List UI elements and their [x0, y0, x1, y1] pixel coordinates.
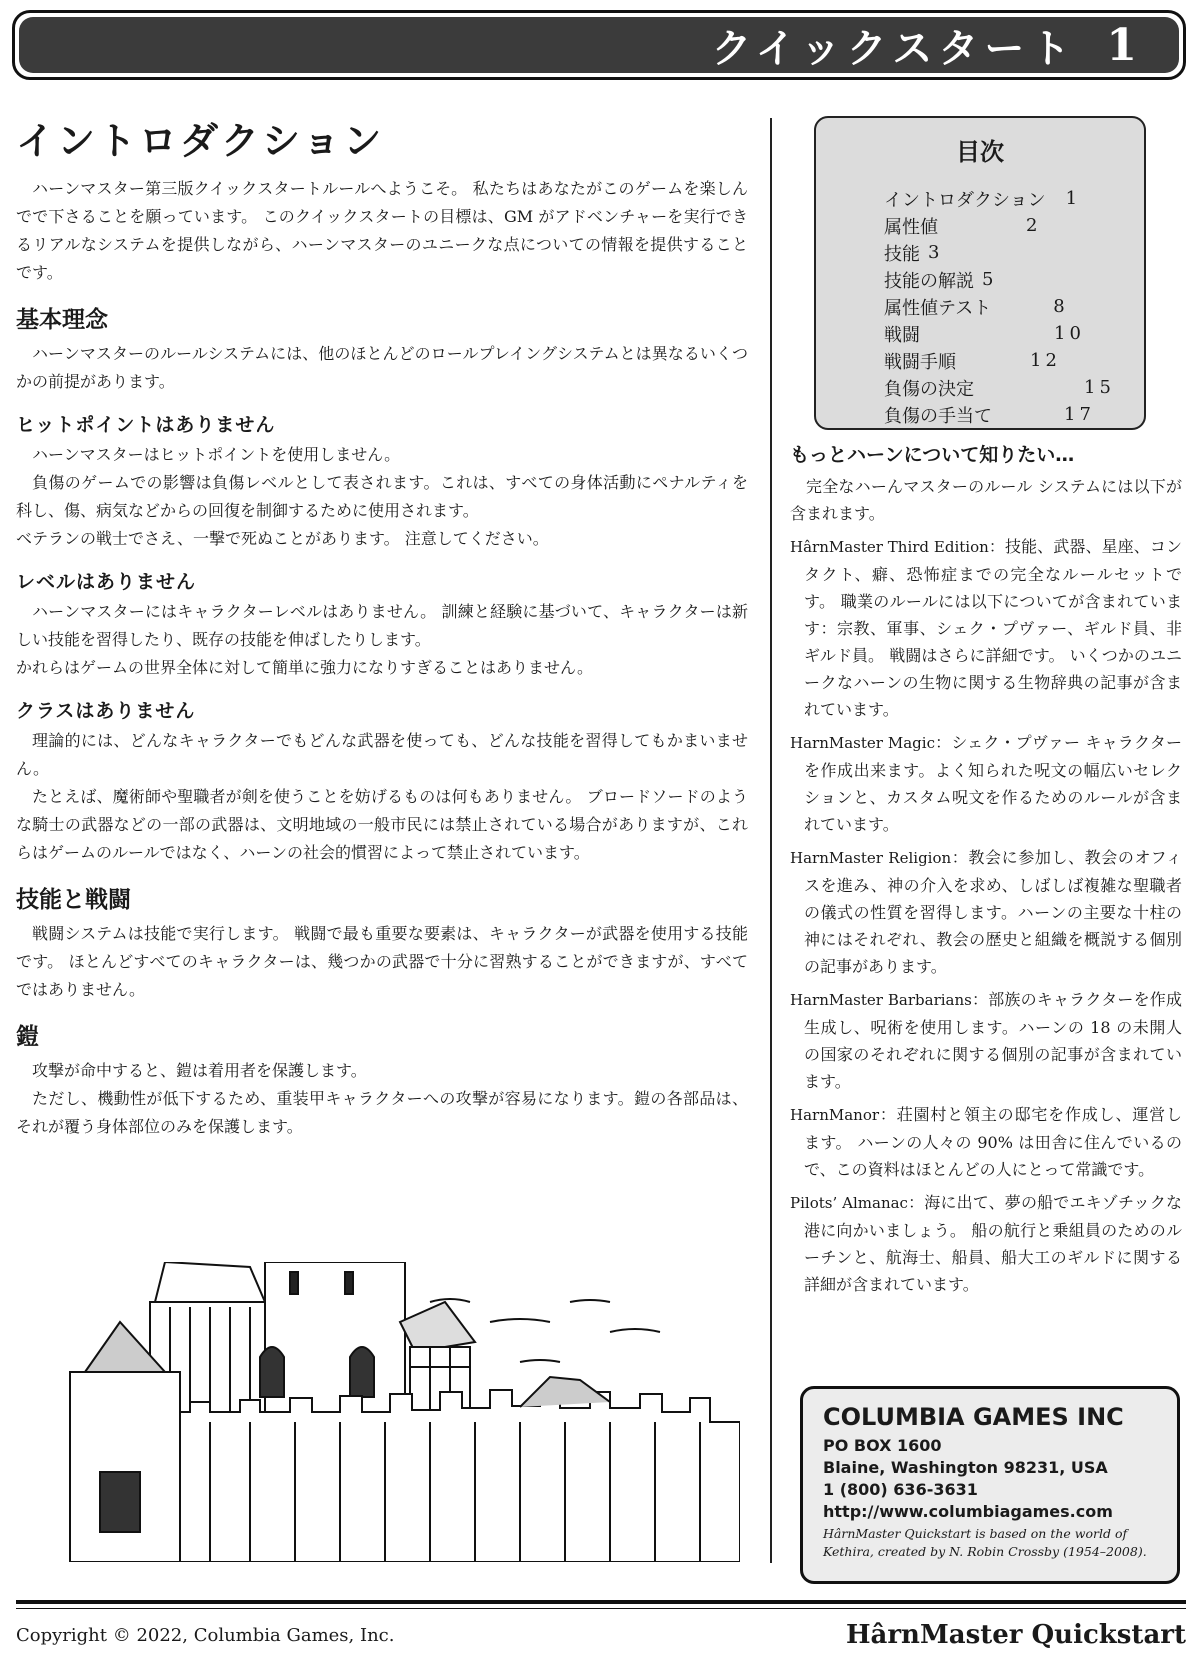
- toc-item-label: 戦闘手順: [884, 351, 956, 373]
- column-divider: [770, 118, 772, 1563]
- more-info-title: もっとハーンについて知りたい…: [790, 444, 1075, 466]
- product-name-label: HarnManor: [790, 1106, 880, 1124]
- toc-item-label: 技能: [884, 243, 920, 265]
- toc-item-page: 5: [982, 269, 998, 290]
- product-name-label: HarnMaster Barbarians: [790, 991, 972, 1009]
- toc-item: [842, 401, 1118, 428]
- footer-rule-thin: [16, 1608, 1186, 1609]
- product-name-label: HarnMaster Magic: [790, 734, 935, 752]
- table-of-contents: [814, 116, 1146, 430]
- no-levels-p2: かれらはゲームの世界全体に対して簡単に強力になりすぎることはありません。: [16, 658, 593, 677]
- skills-combat-title: 技能と戦闘: [16, 887, 131, 913]
- product-description: ：技能、武器、星座、コンタクト、癖、恐怖症までの完全なルールセットです。 職業のルールには以下についてが含まれています：宗教、軍事、シェク・プヴァー、ギルド員、非ギルド員。 戦闘はさらに詳細です。 いくつかのユニークなハーンの生物に関する生物辞典の記事が含まれています。: [804, 537, 1182, 719]
- product-name-label: Pilots’ Almanac: [790, 1194, 908, 1212]
- product-item: [790, 729, 1182, 838]
- toc-item-page: 17: [1064, 404, 1095, 425]
- toc-item-label: 負傷の決定: [884, 378, 974, 400]
- toc-item-page: 15: [1084, 377, 1115, 398]
- sidebar-column: [790, 440, 1182, 1298]
- page-header: [12, 10, 1186, 80]
- product-item: [790, 1101, 1182, 1183]
- product-item: [790, 1189, 1182, 1298]
- intro-paragraph: ハーンマスター第三版クイックスタートルールへようこそ。 私たちはあなたがこのゲームを楽しんでで下さることを願っています。 このクイックスタートの目標は、GM がアドベンチャーを実行できるリアルなシステムを提供しながら、ハーンマスターのユニークな点についての情報を提供することです。: [16, 179, 748, 282]
- company-po-box: PO BOX 1600: [823, 1436, 942, 1455]
- company-phone: 1 (800) 636-3631: [823, 1480, 978, 1499]
- product-item: [790, 986, 1182, 1095]
- toc-item: [842, 374, 1118, 401]
- no-classes-title: クラスはありません: [16, 700, 196, 722]
- intro-title: イントロダクション: [16, 119, 385, 163]
- product-item: [790, 533, 1182, 723]
- toc-item-page: 12: [1030, 350, 1061, 371]
- product-name: HârnMaster Quickstart: [845, 1620, 1186, 1650]
- page-header-title: クイックスタート: [711, 25, 1077, 72]
- company-note: HârnMaster Quickstart is based on the world of Kethira, created by N. Robin Crossby (1954–2008).: [823, 1526, 1147, 1559]
- toc-item-label: 技能の解説: [884, 270, 974, 292]
- company-name: COLUMBIA GAMES INC: [823, 1403, 1124, 1431]
- company-url[interactable]: http://www.columbiagames.com: [823, 1502, 1113, 1521]
- no-hitpoints-p2: 負傷のゲームでの影響は負傷レベルとして表されます。これは、すべての身体活動にペナルティを科し、傷、病気などからの回復を制御するために使用されます。: [16, 473, 748, 520]
- toc-item-page: 8: [1053, 296, 1069, 317]
- no-hitpoints-p3: ベテランの戦士でさえ、一撃で死ぬことがあります。 注意してください。: [16, 529, 549, 548]
- toc-item-label: イントロダクション: [884, 189, 1046, 211]
- toc-item: [842, 185, 1118, 212]
- toc-item-page: 3: [928, 242, 944, 263]
- philosophy-title: 基本理念: [16, 307, 108, 333]
- no-hitpoints-p1: ハーンマスターはヒットポイントを使用しません。: [32, 445, 401, 464]
- armour-title: 鎧: [16, 1024, 39, 1050]
- toc-title: 目次: [956, 138, 1004, 166]
- no-levels-p1: ハーンマスターにはキャラクターレベルはありません。 訓練と経験に基づいて、キャラクターは新しい技能を習得したり、既存の技能を伸ばしたりします。: [16, 602, 748, 649]
- product-name-label: HarnMaster Religion: [790, 849, 952, 867]
- footer-rule: [16, 1600, 1186, 1604]
- toc-item: [842, 320, 1118, 347]
- company-info-box: [800, 1386, 1180, 1584]
- toc-item: [842, 266, 1118, 293]
- toc-item: [842, 293, 1118, 320]
- castle-illustration: [50, 1262, 740, 1562]
- skills-combat-paragraph: 戦闘システムは技能で実行します。 戦闘で最も重要な要素は、キャラクターが武器を使用する技能です。 ほとんどすべてのキャラクターは、幾つかの武器で十分に習熟することができますが、すべてではありません。: [16, 924, 748, 999]
- product-item: [790, 844, 1182, 980]
- no-classes-p1: 理論的には、どんなキャラクターでもどんな武器を使っても、どんな技能を習得してもかまいません。: [16, 731, 748, 778]
- page-header-fill: [19, 17, 1179, 73]
- toc-list: [842, 185, 1118, 428]
- toc-item-label: 属性値: [884, 216, 938, 238]
- toc-item: [842, 347, 1118, 374]
- company-address: Blaine, Washington 98231, USA: [823, 1458, 1108, 1477]
- toc-item-page: 1: [1065, 188, 1082, 209]
- more-info-intro: 完全なハーんマスターのルール システムには以下が含まれます。: [790, 477, 1182, 523]
- no-classes-p2: たとえば、魔術師や聖職者が剣を使うことを妨げるものは何もありません。 ブロードソードのような騎士の武器などの一部の武器は、文明地域の一般市民には禁止されている場合がありますが、これらはゲームのルールではなく、ハーンの社会的慣習によって禁止されています。: [16, 787, 748, 862]
- main-column: [16, 110, 748, 1141]
- no-hitpoints-title: ヒットポイントはありません: [16, 414, 276, 436]
- product-name-label: HârnMaster Third Edition: [790, 538, 989, 556]
- product-description: ：海に出て、夢の船でエキゾチックな港に向かいましょう。 船の航行と乗組員のためのルーチンと、航海士、船員、船大工のギルドに関する詳細が含まれています。: [804, 1193, 1183, 1294]
- product-description: ：部族のキャラクターを作成生成し、呪術を使用します。ハーンの 18 の未開人の国家のそれぞれに関する個別の記事が含まれています。: [804, 990, 1182, 1091]
- toc-item: [842, 212, 1118, 239]
- toc-item-label: 戦闘: [884, 324, 920, 346]
- no-levels-title: レベルはありません: [16, 571, 197, 593]
- toc-item-page: 10: [1054, 323, 1085, 344]
- page-number: 1: [1106, 19, 1137, 71]
- copyright: Copyright © 2022, Columbia Games, Inc.: [16, 1625, 395, 1646]
- toc-item-page: 2: [1026, 215, 1042, 236]
- armour-p1: 攻撃が命中すると、鎧は着用者を保護します。: [32, 1061, 367, 1080]
- toc-item-label: 負傷の手当て: [884, 405, 992, 427]
- philosophy-paragraph: ハーンマスターのルールシステムには、他のほとんどのロールプレイングシステムとは異なるいくつかの前提があります。: [16, 344, 748, 391]
- armour-p2: ただし、機動性が低下するため、重装甲キャラクターへの攻撃が容易になります。鎧の各部品は、それが覆う身体部位のみを保護します。: [16, 1089, 748, 1136]
- product-description: ：教会に参加し、教会のオフィスを進み、神の介入を求め、しばしば複雑な聖職者の儀式の性質を習得します。ハーンの主要な十柱の神にはそれぞれ、教会の歴史と組織を概説する個別の記事があります。: [804, 848, 1182, 976]
- toc-item-label: 属性値テスト: [884, 297, 992, 319]
- toc-item: [842, 239, 1118, 266]
- product-list: [790, 533, 1182, 1298]
- product-description: ：シェク・プヴァー キャラクターを作成出来ます。よく知られた呪文の幅広いセレクションと、カスタム呪文を作るためのルールが含まれています。: [804, 733, 1182, 834]
- product-description: ：荘園村と領主の邸宅を作成し、運営します。 ハーンの人々の 90% は田舎に住んでいるので、この資料はほとんどの人にとって常識です。: [804, 1105, 1182, 1179]
